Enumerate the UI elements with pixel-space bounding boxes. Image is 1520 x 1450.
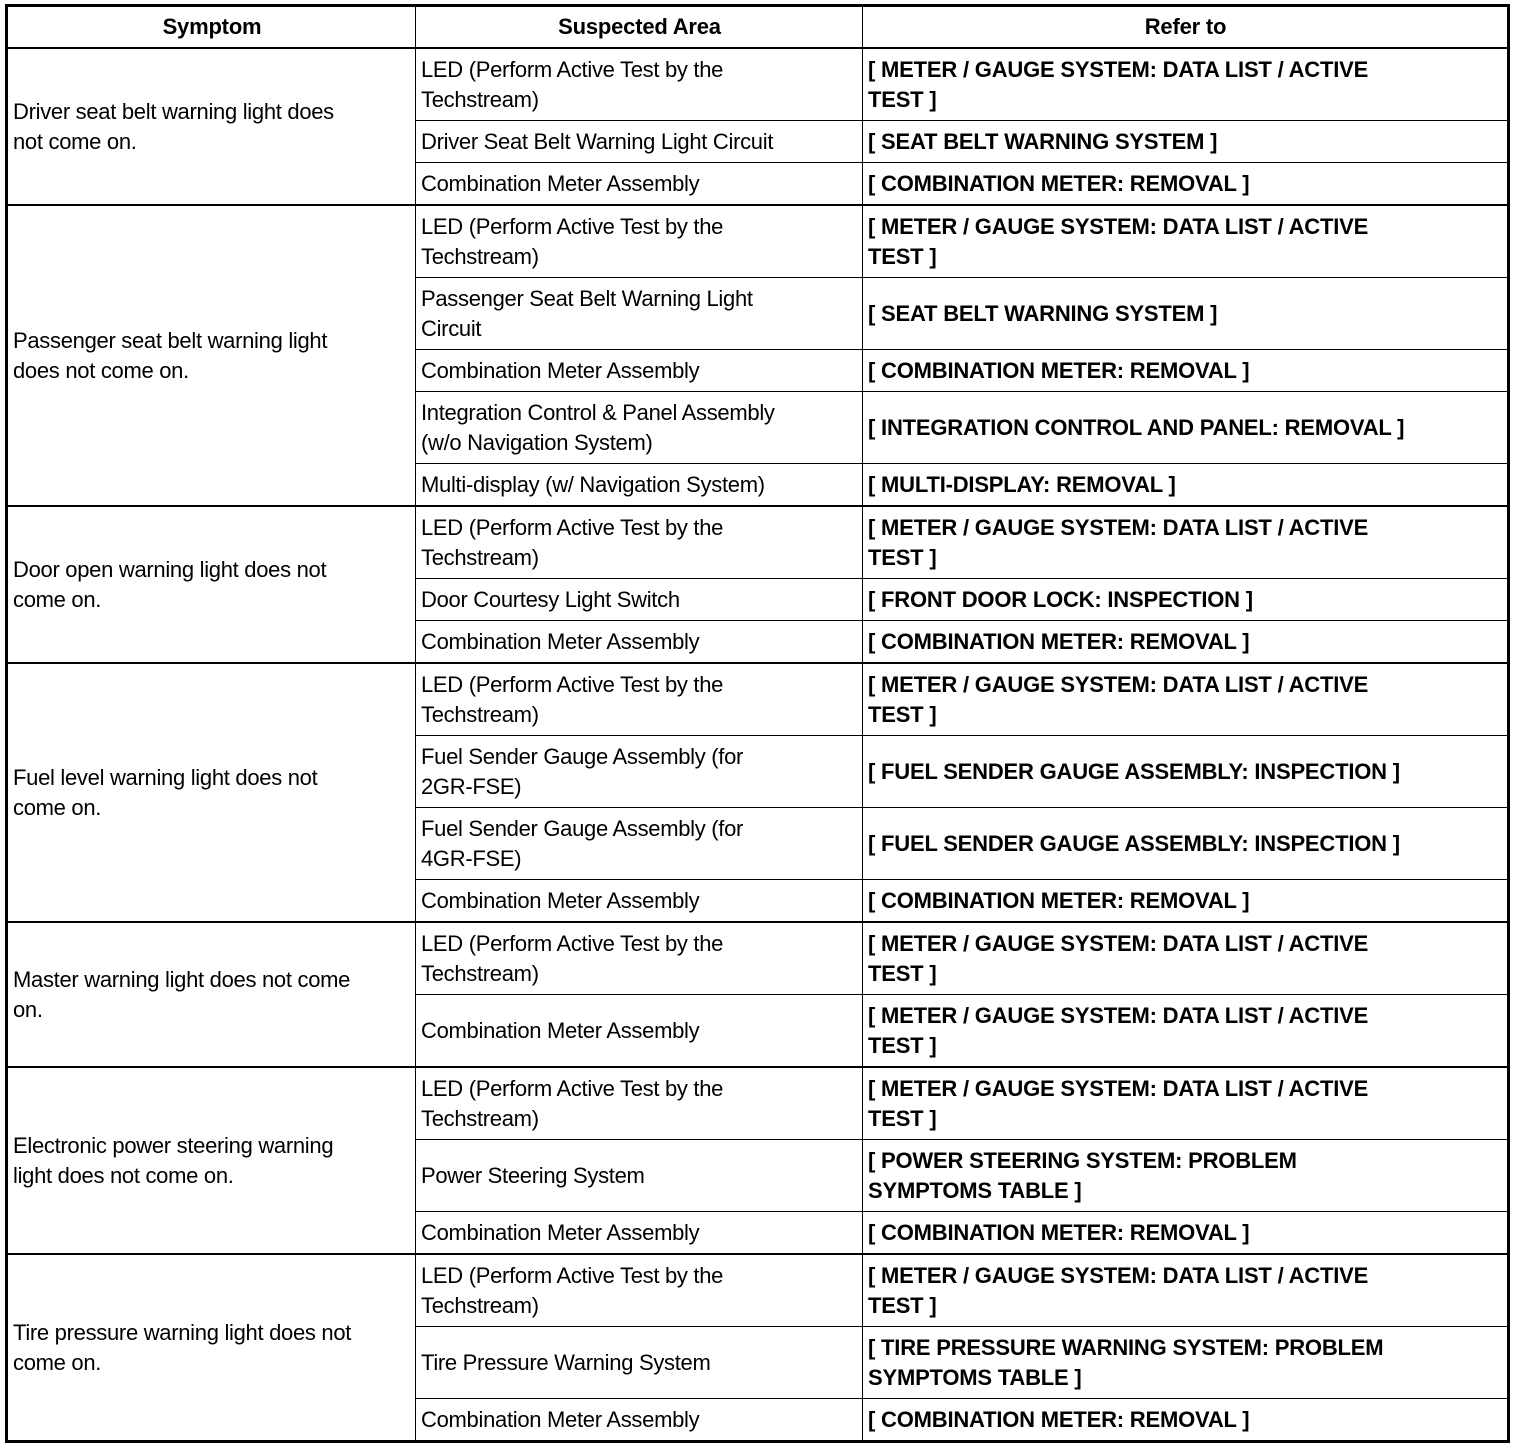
symptom-cell: Driver seat belt warning light does not come on. [7,48,416,205]
refer-to-link[interactable]: [ MULTI-DISPLAY: REMOVAL ] [863,464,1509,507]
header-refer-to: Refer to [863,6,1509,49]
refer-to-link[interactable]: [ METER / GAUGE SYSTEM: DATA LIST / ACTIVE TEST ] [863,1254,1509,1327]
refer-to-link[interactable]: [ COMBINATION METER: REMOVAL ] [863,1212,1509,1255]
suspected-area-cell: Power Steering System [416,1140,863,1212]
refer-to-link[interactable]: [ METER / GAUGE SYSTEM: DATA LIST / ACTIVE TEST ] [863,1067,1509,1140]
symptom-cell: Passenger seat belt warning light does not come on. [7,205,416,506]
symptom-cell: Fuel level warning light does not come on. [7,663,416,922]
suspected-area-cell: Fuel Sender Gauge Assembly (for 4GR-FSE) [416,808,863,880]
suspected-area-cell: LED (Perform Active Test by the Techstream) [416,48,863,121]
refer-to-link[interactable]: [ COMBINATION METER: REMOVAL ] [863,880,1509,923]
refer-to-link[interactable]: [ POWER STEERING SYSTEM: PROBLEM SYMPTOMS TABLE ] [863,1140,1509,1212]
suspected-area-cell: Door Courtesy Light Switch [416,579,863,621]
symptom-cell: Tire pressure warning light does not come on. [7,1254,416,1442]
refer-to-link[interactable]: [ METER / GAUGE SYSTEM: DATA LIST / ACTIVE TEST ] [863,663,1509,736]
table-row [7,48,1509,121]
refer-to-link[interactable]: [ COMBINATION METER: REMOVAL ] [863,350,1509,392]
suspected-area-cell: Driver Seat Belt Warning Light Circuit [416,121,863,163]
header-row [7,6,1509,49]
refer-to-link[interactable]: [ COMBINATION METER: REMOVAL ] [863,1399,1509,1442]
refer-to-link[interactable]: [ METER / GAUGE SYSTEM: DATA LIST / ACTIVE TEST ] [863,506,1509,579]
refer-to-link[interactable]: [ FUEL SENDER GAUGE ASSEMBLY: INSPECTION ] [863,808,1509,880]
suspected-area-cell: Passenger Seat Belt Warning Light Circuit [416,278,863,350]
problem-symptoms-table [5,4,1510,1443]
suspected-area-cell: LED (Perform Active Test by the Techstream) [416,1254,863,1327]
refer-to-link[interactable]: [ INTEGRATION CONTROL AND PANEL: REMOVAL ] [863,392,1509,464]
refer-to-link[interactable]: [ COMBINATION METER: REMOVAL ] [863,621,1509,664]
refer-to-link[interactable]: [ FUEL SENDER GAUGE ASSEMBLY: INSPECTION ] [863,736,1509,808]
suspected-area-cell: LED (Perform Active Test by the Techstream) [416,205,863,278]
header-suspected-area: Suspected Area [416,6,863,49]
table-row [7,1067,1509,1140]
suspected-area-cell: LED (Perform Active Test by the Techstream) [416,922,863,995]
table-row [7,922,1509,995]
suspected-area-cell: Combination Meter Assembly [416,163,863,206]
suspected-area-cell: LED (Perform Active Test by the Techstream) [416,1067,863,1140]
refer-to-link[interactable]: [ FRONT DOOR LOCK: INSPECTION ] [863,579,1509,621]
refer-to-link[interactable]: [ SEAT BELT WARNING SYSTEM ] [863,121,1509,163]
suspected-area-cell: LED (Perform Active Test by the Techstream) [416,506,863,579]
suspected-area-cell: Combination Meter Assembly [416,1212,863,1255]
suspected-area-cell: LED (Perform Active Test by the Techstream) [416,663,863,736]
table-body [7,48,1509,1442]
refer-to-link[interactable]: [ METER / GAUGE SYSTEM: DATA LIST / ACTIVE TEST ] [863,995,1509,1068]
table-row [7,205,1509,278]
suspected-area-cell: Multi-display (w/ Navigation System) [416,464,863,507]
table-header [7,6,1509,49]
refer-to-link[interactable]: [ COMBINATION METER: REMOVAL ] [863,163,1509,206]
suspected-area-cell: Combination Meter Assembly [416,995,863,1068]
refer-to-link[interactable]: [ METER / GAUGE SYSTEM: DATA LIST / ACTIVE TEST ] [863,205,1509,278]
suspected-area-cell: Combination Meter Assembly [416,880,863,923]
suspected-area-cell: Combination Meter Assembly [416,350,863,392]
symptom-cell: Master warning light does not come on. [7,922,416,1067]
suspected-area-cell: Fuel Sender Gauge Assembly (for 2GR-FSE) [416,736,863,808]
symptom-cell: Electronic power steering warning light does not come on. [7,1067,416,1254]
header-symptom: Symptom [7,6,416,49]
suspected-area-cell: Tire Pressure Warning System [416,1327,863,1399]
table-row [7,506,1509,579]
table-row [7,1254,1509,1327]
suspected-area-cell: Combination Meter Assembly [416,621,863,664]
refer-to-link[interactable]: [ METER / GAUGE SYSTEM: DATA LIST / ACTIVE TEST ] [863,48,1509,121]
symptom-cell: Door open warning light does not come on. [7,506,416,663]
refer-to-link[interactable]: [ METER / GAUGE SYSTEM: DATA LIST / ACTIVE TEST ] [863,922,1509,995]
suspected-area-cell: Integration Control & Panel Assembly (w/o Navigation System) [416,392,863,464]
refer-to-link[interactable]: [ TIRE PRESSURE WARNING SYSTEM: PROBLEM SYMPTOMS TABLE ] [863,1327,1509,1399]
refer-to-link[interactable]: [ SEAT BELT WARNING SYSTEM ] [863,278,1509,350]
table-row [7,663,1509,736]
suspected-area-cell: Combination Meter Assembly [416,1399,863,1442]
